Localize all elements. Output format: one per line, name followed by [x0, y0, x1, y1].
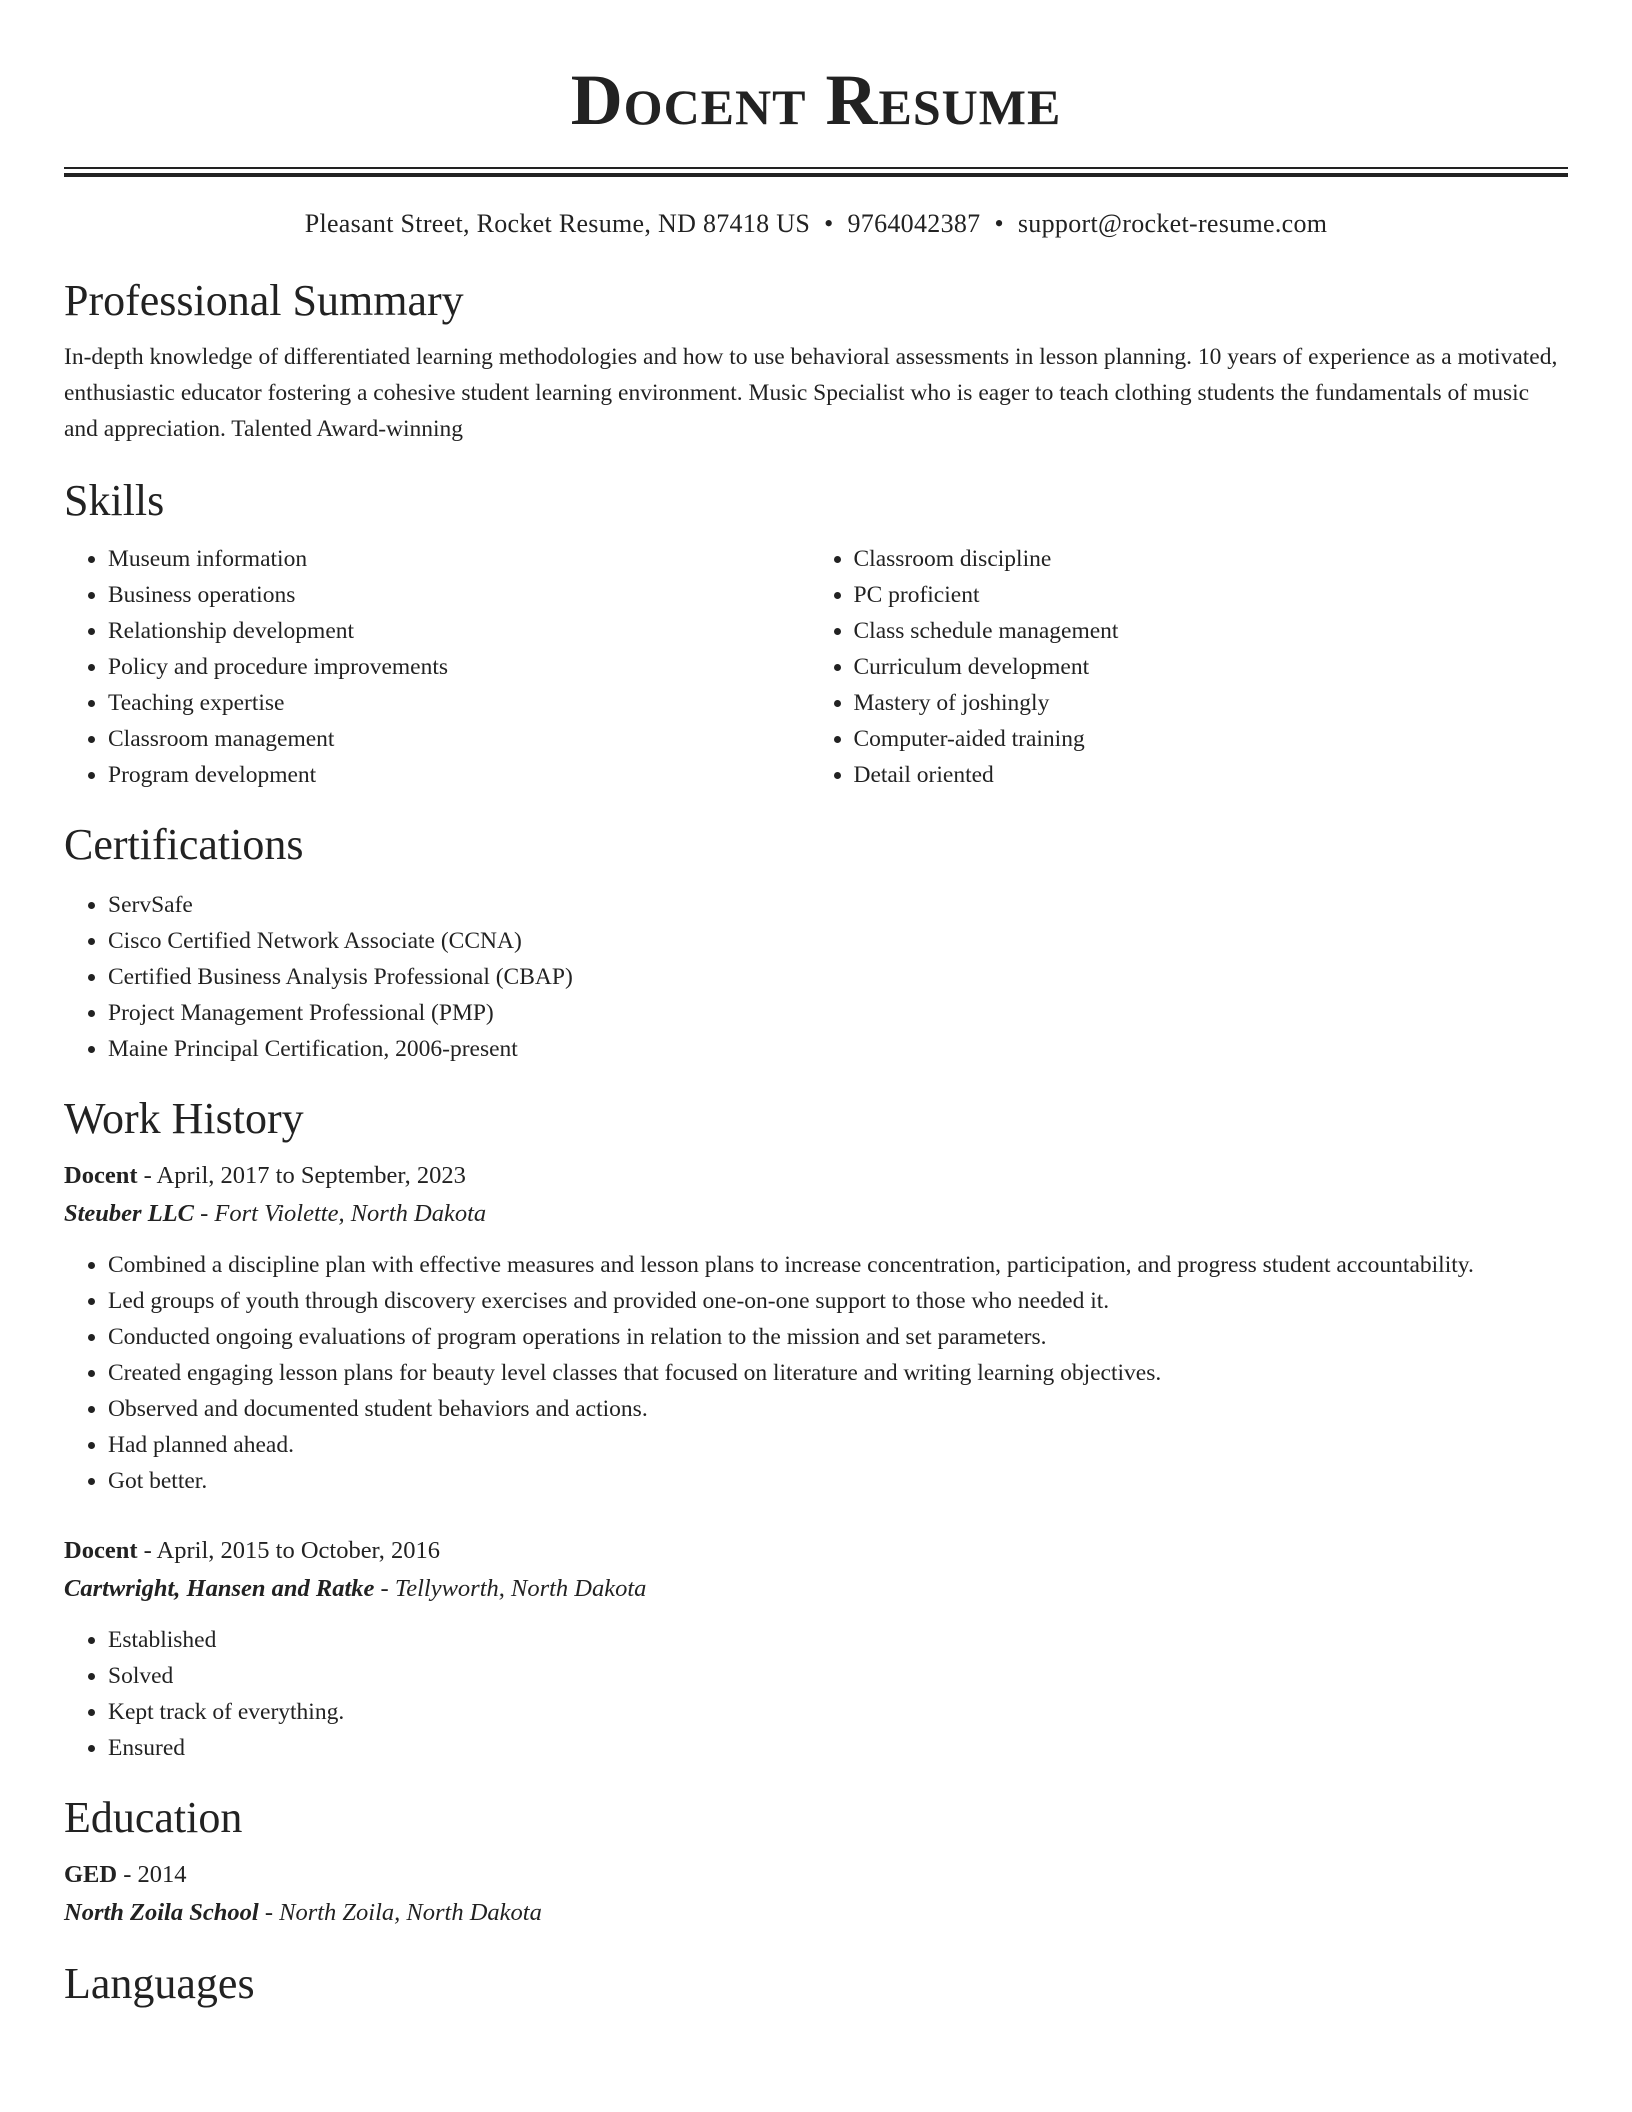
skill-item: • Mastery of joshingly: [854, 685, 1569, 721]
contact-phone: 9764042387: [847, 209, 981, 238]
work-history-section: [64, 1093, 1568, 1766]
contact-separator: •: [824, 209, 834, 238]
job-title: Docent: [64, 1537, 138, 1564]
education-school: North Zoila School: [64, 1899, 259, 1926]
skill-item: • PC proficient: [854, 577, 1569, 613]
job-bullet: • Created engaging lesson plans for beauty level classes that focused on literature and writing learning objectives.: [108, 1355, 1568, 1391]
divider-thick-line: [64, 173, 1568, 177]
languages-section: [64, 1958, 1568, 2010]
skills-section: [64, 475, 1568, 793]
section-heading-work-history: Work History: [64, 1094, 304, 1143]
job-bullet: • Established: [108, 1622, 1568, 1658]
contact-separator: •: [994, 209, 1004, 238]
skill-item: • Computer-aided training: [854, 721, 1569, 757]
education-school-line: [64, 1894, 1568, 1932]
job-location: - Fort Violette, North Dakota: [194, 1200, 487, 1227]
skill-item: • Policy and procedure improvements: [108, 649, 823, 685]
job-employer: [64, 1195, 1568, 1233]
job-bullet: • Combined a discipline plan with effective measures and lesson plans to increase concentration, participation, and progress student accountability.: [108, 1247, 1568, 1283]
skill-item: • Detail oriented: [854, 757, 1569, 793]
job-bullet: • Led groups of youth through discovery exercises and provided one-on-one support to those who needed it.: [108, 1283, 1568, 1319]
skill-item: • Museum information: [108, 541, 823, 577]
skill-item: • Business operations: [108, 577, 823, 613]
job-bullet: • Got better.: [108, 1463, 1568, 1499]
job-entry: [64, 1157, 1568, 1499]
job-header: [64, 1532, 1568, 1570]
certifications-list: [64, 887, 1568, 1067]
job-bullet: • Conducted ongoing evaluations of program operations in relation to the mission and set parameters.: [108, 1319, 1568, 1355]
education-degree: GED: [64, 1861, 118, 1888]
job-employer: [64, 1570, 1568, 1608]
education-section: [64, 1792, 1568, 1932]
certification-item: • Maine Principal Certification, 2006-present: [108, 1031, 1568, 1067]
skill-item: • Class schedule management: [854, 613, 1569, 649]
skill-item: • Program development: [108, 757, 823, 793]
job-bullets: [64, 1622, 1568, 1766]
job-bullet: • Had planned ahead.: [108, 1427, 1568, 1463]
summary-section: [64, 275, 1568, 447]
job-bullet: • Observed and documented student behaviors and actions.: [108, 1391, 1568, 1427]
job-company: Cartwright, Hansen and Ratke: [64, 1575, 375, 1602]
section-heading-languages: Languages: [64, 1959, 255, 2008]
job-bullet: • Kept track of everything.: [108, 1694, 1568, 1730]
contact-info: [64, 207, 1568, 241]
job-title: Docent: [64, 1162, 138, 1189]
skill-item: • Relationship development: [108, 613, 823, 649]
skill-item: • Classroom management: [108, 721, 823, 757]
section-heading-education: Education: [64, 1793, 243, 1842]
certifications-section: [64, 819, 1568, 1067]
skills-list-right: [823, 541, 1569, 793]
contact-address: Pleasant Street, Rocket Resume, ND 87418 US: [304, 209, 811, 238]
skill-item: • Teaching expertise: [108, 685, 823, 721]
job-dates: - April, 2015 to October, 2016: [137, 1537, 440, 1564]
job-location: - Tellyworth, North Dakota: [374, 1575, 647, 1602]
skill-item: • Classroom discipline: [854, 541, 1569, 577]
section-heading-skills: Skills: [64, 476, 165, 525]
divider-thin-line: [64, 167, 1568, 169]
job-bullet: • Solved: [108, 1658, 1568, 1694]
job-company: Steuber LLC: [64, 1200, 194, 1227]
certification-item: • Project Management Professional (PMP): [108, 995, 1568, 1031]
education-year: - 2014: [117, 1861, 187, 1888]
certification-item: • Cisco Certified Network Associate (CCNA): [108, 923, 1568, 959]
job-dates: - April, 2017 to September, 2023: [137, 1162, 466, 1189]
contact-email: support@rocket-resume.com: [1017, 209, 1328, 238]
skill-item: • Curriculum development: [854, 649, 1569, 685]
job-entry: [64, 1532, 1568, 1766]
certification-item: • ServSafe: [108, 887, 1568, 923]
education-location: - North Zoila, North Dakota: [258, 1899, 542, 1926]
summary-text: In-depth knowledge of differentiated learning methodologies and how to use behavioral assessments in lesson planning. 10 years of experience as a motivated, enthusiastic educator fostering a cohesive student learning environment. Music Specialist who is eager to teach clothing students the fundamentals of music and appreciation. Talented Award-winning: [64, 344, 1558, 442]
job-header: [64, 1157, 1568, 1195]
job-bullet: • Ensured: [108, 1730, 1568, 1766]
skills-grid: [64, 541, 1568, 793]
certification-item: • Certified Business Analysis Professional (CBAP): [108, 959, 1568, 995]
skills-list-left: [64, 541, 823, 793]
section-heading-summary: Professional Summary: [64, 276, 464, 325]
job-bullets: [64, 1247, 1568, 1499]
education-entry: [64, 1856, 1568, 1932]
education-header: [64, 1856, 1568, 1894]
section-heading-certifications: Certifications: [64, 820, 304, 869]
title-divider: [64, 167, 1568, 175]
page-title: Docent Resume: [570, 60, 1062, 140]
